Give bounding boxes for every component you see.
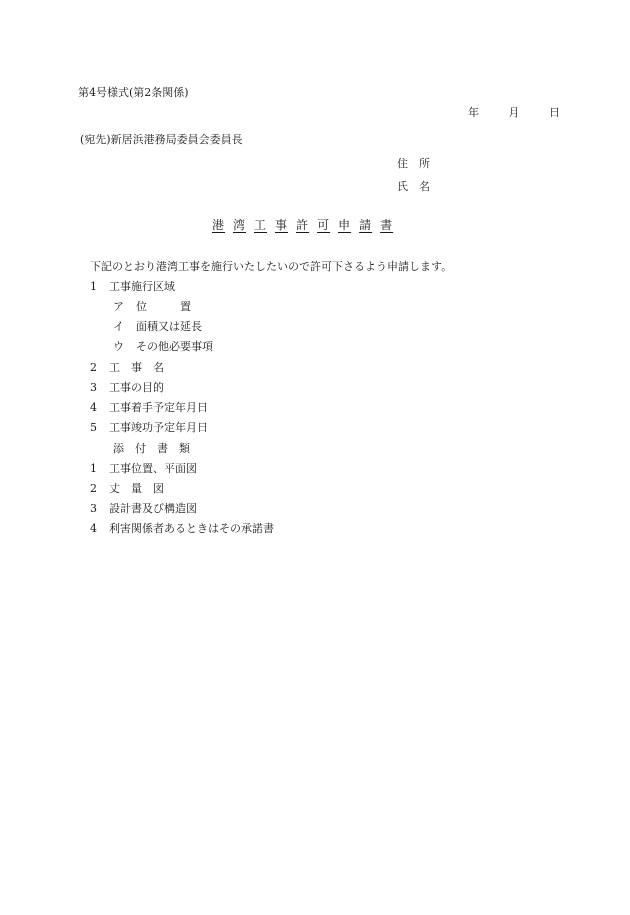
- attachment-text: 丈 量 図: [109, 482, 164, 495]
- item-number: イ: [113, 320, 124, 333]
- title-char: 申: [338, 218, 352, 232]
- list-item: [90, 421, 208, 435]
- title-char: 工: [254, 218, 268, 232]
- item-number: 3: [90, 381, 97, 394]
- item-text: 工事竣功予定年月日: [109, 421, 208, 434]
- item-text: 工 事 名: [109, 361, 164, 374]
- date-year: 年: [468, 106, 479, 119]
- item-number: 5: [90, 421, 97, 434]
- form-label: 第4号様式(第2条関係): [78, 86, 189, 99]
- document-title: [212, 218, 393, 232]
- title-char: 許: [296, 218, 310, 232]
- item-number: 2: [90, 361, 97, 374]
- title-char: 港: [212, 218, 226, 232]
- item-text: 工事の目的: [109, 381, 164, 394]
- attachment-text: 設計書及び構造図: [109, 502, 197, 515]
- applicant-name-label: 氏 名: [397, 180, 430, 193]
- list-item: [113, 320, 202, 334]
- item-text: 工事着手予定年月日: [109, 401, 208, 414]
- title-char: 事: [275, 218, 289, 232]
- attachment-item: [90, 502, 197, 516]
- addressee: (宛先)新居浜港務局委員会委員長: [80, 133, 243, 146]
- list-item: [90, 280, 175, 294]
- item-text: その他必要事項: [136, 340, 213, 353]
- intro-text: 下記のとおり港湾工事を施行いたしたいので許可下さるよう申請します。: [90, 260, 453, 273]
- list-item: [90, 361, 164, 375]
- date-month: 月: [508, 106, 520, 119]
- list-item: [90, 401, 208, 415]
- item-text: 位 置: [136, 300, 191, 313]
- attachment-text: 工事位置、平面図: [109, 462, 197, 475]
- attachment-number: 4: [90, 522, 97, 535]
- attachment-item: [90, 462, 197, 476]
- list-item: [113, 340, 213, 354]
- list-item: [90, 381, 164, 395]
- title-char: 湾: [233, 218, 247, 232]
- date-line: [468, 106, 560, 120]
- title-char: 可: [317, 218, 331, 232]
- date-day: 日: [549, 106, 560, 119]
- applicant-address-label: 住 所: [397, 157, 430, 170]
- attachment-number: 1: [90, 462, 97, 475]
- title-char: 請: [359, 218, 373, 232]
- item-text: 面積又は延長: [136, 320, 202, 333]
- attachment-item: [90, 482, 164, 496]
- title-char: 書: [380, 218, 394, 232]
- attachment-number: 3: [90, 502, 97, 515]
- item-number: 1: [90, 280, 97, 293]
- attachment-number: 2: [90, 482, 97, 495]
- attachment-item: [90, 522, 274, 536]
- item-number: ア: [113, 300, 124, 313]
- item-text: 工事施行区域: [109, 280, 175, 293]
- item-number: 4: [90, 401, 97, 414]
- list-item: [113, 300, 191, 314]
- attachment-text: 利害関係者あるときはその承諾書: [109, 522, 274, 535]
- attachments-heading: 添 付 書 類: [113, 442, 190, 455]
- item-number: ウ: [113, 340, 124, 353]
